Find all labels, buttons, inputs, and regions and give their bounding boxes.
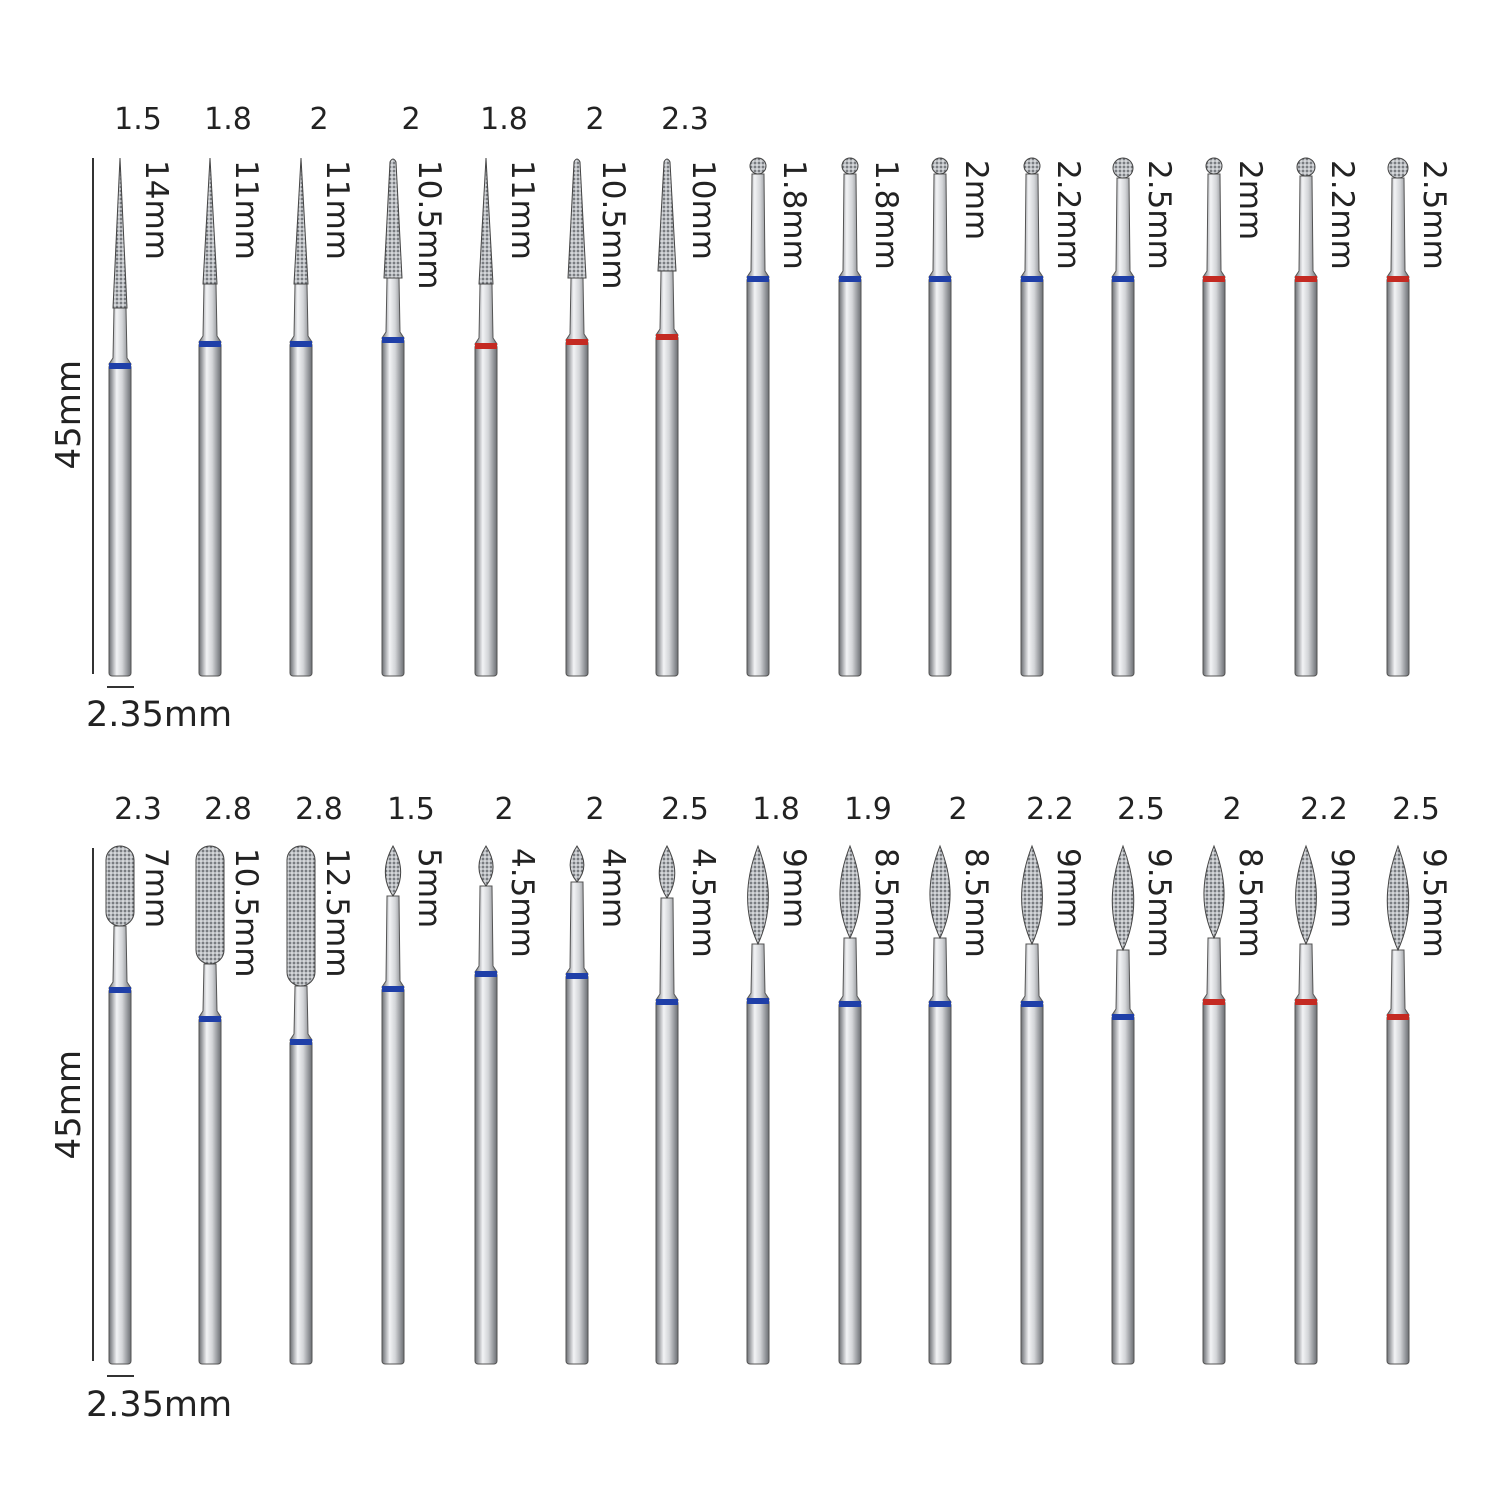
bit-diameter-label: 1.5 (387, 792, 435, 827)
bit-length-label: 8.5mm (958, 848, 994, 958)
bit-head (659, 846, 675, 898)
nail-drill-bit (466, 842, 506, 1366)
bit-length-label: 9mm (776, 848, 812, 929)
bit-head (840, 846, 860, 938)
bit-diameter-label: 1.8 (204, 102, 252, 137)
bit-diameter-label: 2.5 (1117, 792, 1165, 827)
bit-length-label: 9.5mm (1416, 848, 1452, 958)
bit-diameter-label: 2.5 (661, 792, 709, 827)
bit-length-label: 5mm (411, 848, 447, 929)
bit-diameter-label: 2 (948, 792, 968, 827)
height-label: 45mm (49, 360, 89, 470)
bit-length-label: 2.2mm (1050, 160, 1086, 270)
bit-head (570, 846, 584, 882)
nail-drill-bit (830, 842, 870, 1366)
nail-drill-bit (190, 842, 230, 1366)
bit-head (1296, 846, 1317, 944)
bit-diameter-label: 1.9 (844, 792, 892, 827)
bit-length-label: 11mm (319, 160, 355, 260)
height-label: 45mm (49, 1050, 89, 1160)
bit-length-label: 4mm (595, 848, 631, 929)
bit-length-label: 7mm (138, 848, 174, 929)
bit-diameter-label: 1.8 (752, 792, 800, 827)
bit-length-label: 9mm (1324, 848, 1360, 929)
bit-length-label: 10.5mm (411, 160, 447, 290)
bit-length-label: 14mm (138, 160, 174, 260)
bit-length-label: 8.5mm (1232, 848, 1268, 958)
bit-diameter-label: 2.5 (1392, 792, 1440, 827)
nail-drill-bit (1103, 842, 1143, 1366)
bit-head (930, 846, 950, 938)
bit-length-label: 4.5mm (685, 848, 721, 958)
bit-head (106, 846, 134, 926)
bit-head (385, 846, 400, 896)
nail-drill-bit (1378, 842, 1418, 1366)
nail-drill-bit (1286, 842, 1326, 1366)
bit-length-label: 8.5mm (868, 848, 904, 958)
bit-diameter-label: 2.3 (661, 102, 709, 137)
bit-length-label: 11mm (228, 160, 264, 260)
bit-head (1112, 846, 1133, 950)
bit-length-label: 12.5mm (319, 848, 355, 978)
bit-length-label: 9mm (1050, 848, 1086, 929)
bit-diameter-label: 2.2 (1026, 792, 1074, 827)
bit-diameter-label: 2 (494, 792, 514, 827)
nail-drill-bit (738, 842, 778, 1366)
bit-length-label: 2mm (1232, 160, 1268, 241)
bit-diameter-label: 2 (1222, 792, 1242, 827)
bit-head (196, 846, 224, 964)
nail-drill-bit (647, 842, 687, 1366)
bit-diameter-label: 2 (585, 792, 605, 827)
bit-length-label: 1.8mm (776, 160, 812, 270)
width-label: 2.35mm (86, 1385, 233, 1425)
bit-length-label: 2mm (958, 160, 994, 241)
width-label: 2.35mm (86, 695, 233, 735)
nail-drill-bit (1012, 842, 1052, 1366)
bit-diameter-label: 2 (309, 102, 329, 137)
bit-head (287, 846, 315, 986)
nail-drill-bit (1194, 842, 1234, 1366)
nail-drill-bit (557, 842, 597, 1366)
bit-diameter-label: 2.2 (1300, 792, 1348, 827)
bit-diameter-label: 1.8 (480, 102, 528, 137)
bit-length-label: 11mm (504, 160, 540, 260)
bit-head (748, 846, 769, 944)
nail-drill-bit (920, 842, 960, 1366)
bit-diameter-label: 2.8 (204, 792, 252, 827)
bit-diameter-label: 2 (585, 102, 605, 137)
bit-diameter-label: 2.3 (114, 792, 162, 827)
nail-drill-bit (100, 842, 140, 1366)
bit-length-label: 2.5mm (1416, 160, 1452, 270)
bit-diameter-label: 2 (401, 102, 421, 137)
bit-head (1022, 846, 1043, 944)
bit-length-label: 9.5mm (1141, 848, 1177, 958)
bit-head (1387, 846, 1408, 950)
bit-length-label: 10.5mm (228, 848, 264, 978)
width-dimension-line (107, 1375, 134, 1377)
bit-length-label: 4.5mm (504, 848, 540, 958)
nail-drill-bit (281, 842, 321, 1366)
bit-length-label: 10mm (685, 160, 721, 260)
bit-head (479, 846, 493, 886)
bit-length-label: 2.5mm (1141, 160, 1177, 270)
nail-drill-bit (373, 842, 413, 1366)
bit-diameter-label: 2.8 (295, 792, 343, 827)
bit-head (1204, 846, 1224, 938)
bit-length-label: 2.2mm (1324, 160, 1360, 270)
bit-diameter-label: 1.5 (114, 102, 162, 137)
bit-length-label: 1.8mm (868, 160, 904, 270)
bit-length-label: 10.5mm (595, 160, 631, 290)
height-dimension-line (92, 848, 94, 1361)
